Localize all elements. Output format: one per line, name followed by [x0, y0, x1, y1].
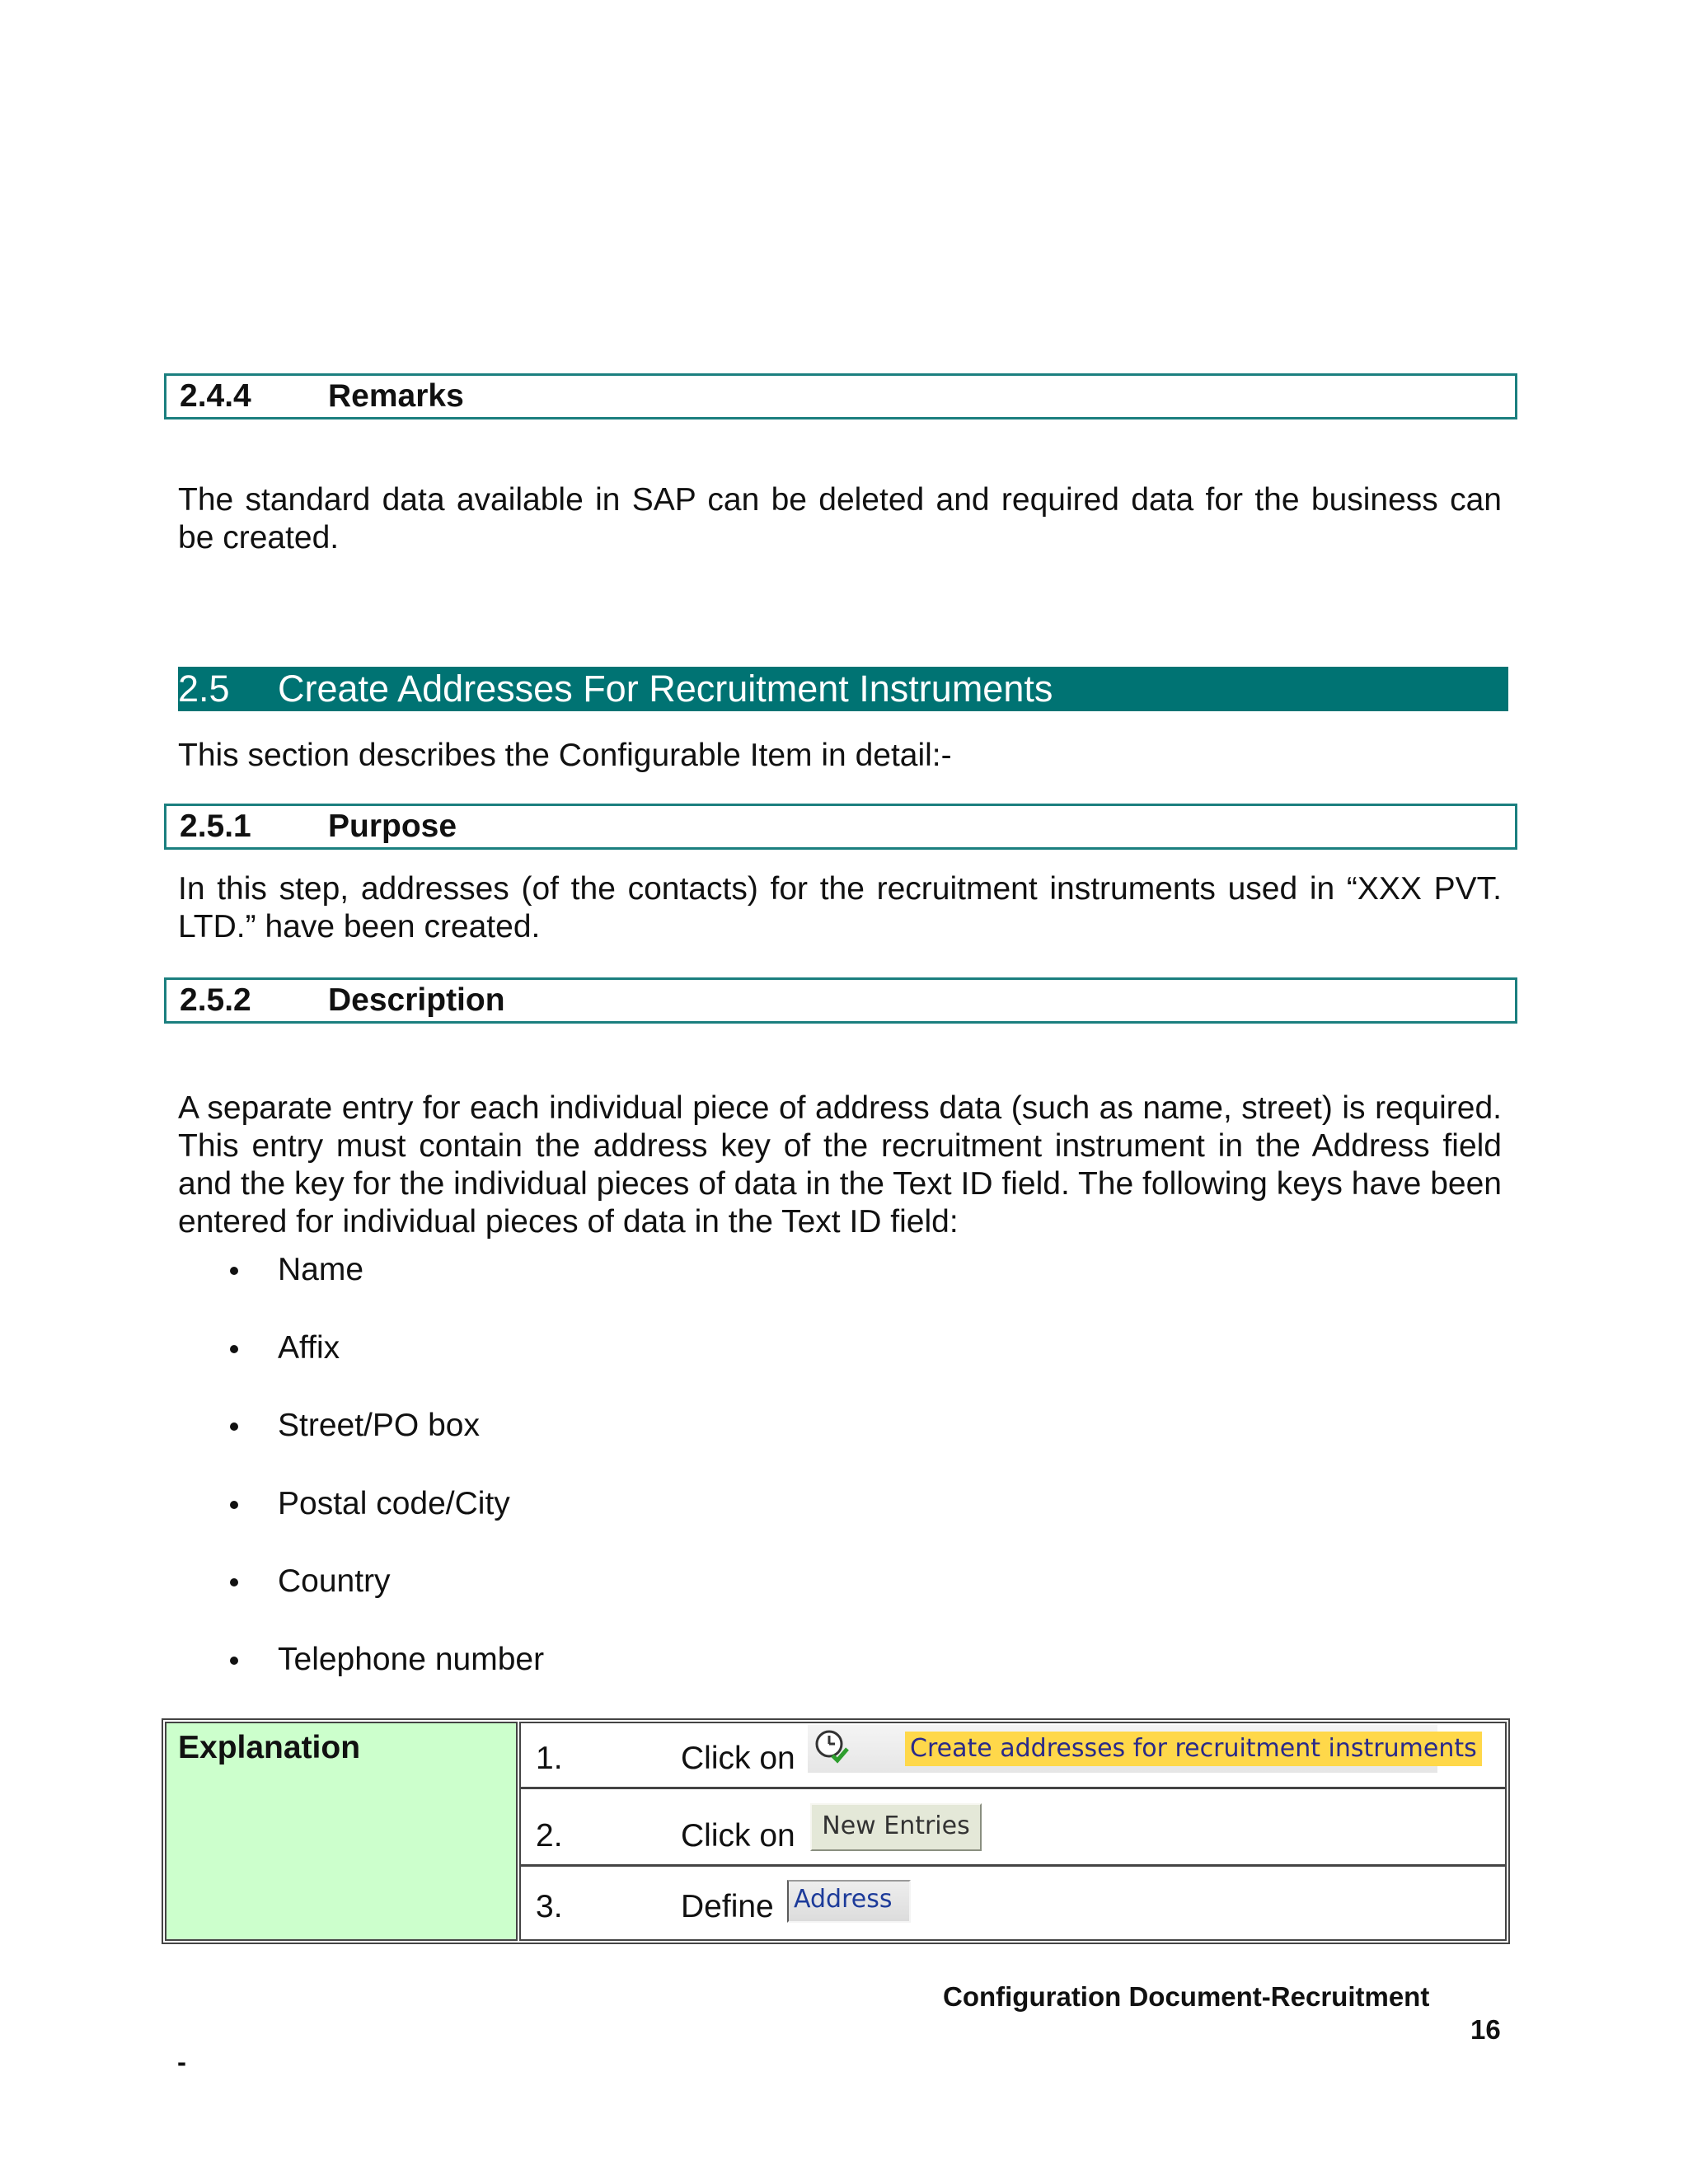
- create-addresses-label[interactable]: Create addresses for recruitment instruments: [905, 1732, 1482, 1766]
- row-divider: [519, 1864, 1507, 1867]
- explanation-label: Explanation: [178, 1730, 361, 1765]
- list-item: Country: [223, 1563, 544, 1641]
- description-heading: [164, 977, 1517, 1024]
- section-intro: This section describes the Configurable Item in detail:-: [178, 738, 952, 773]
- bullet-icon: [230, 1578, 238, 1586]
- list-item: Postal code/City: [223, 1485, 544, 1563]
- purpose-text: In this step, addresses (of the contacts) for the recruitment instruments used in “XXX PVT. LTD.” have been created.: [178, 871, 1502, 944]
- bullet-icon: [230, 1267, 238, 1275]
- purpose-title: Purpose: [328, 808, 457, 844]
- page-number: 16: [1470, 2014, 1501, 2045]
- bullet-icon: [230, 1657, 238, 1665]
- list-item: Affix: [223, 1329, 544, 1408]
- bullet-icon: [230, 1422, 238, 1431]
- bullet-icon: [230, 1345, 238, 1353]
- remarks-number: 2.4.4: [180, 378, 251, 414]
- remarks-title: Remarks: [328, 378, 464, 414]
- remarks-text: The standard data available in SAP can be deleted and required data for the business can be created.: [178, 482, 1502, 555]
- execute-clock-icon: [813, 1727, 851, 1765]
- bullet-icon: [230, 1501, 238, 1509]
- step-1-text: Click on: [681, 1741, 795, 1776]
- section-heading: [178, 667, 1508, 711]
- step-3-number: 3.: [536, 1889, 563, 1924]
- description-text: A separate entry for each individual piece of address data (such as name, street) is required. This entry must contain the address key of the recruitment instrument in the Address field and the key for the individual pieces of data in the Text ID field. The following keys have been entered for individual pieces of data in the Text ID field:: [178, 1090, 1502, 1240]
- footer-title: Configuration Document-Recruitment: [943, 1981, 1430, 2012]
- address-keys-list: [223, 1251, 544, 1718]
- address-field[interactable]: Address: [787, 1880, 911, 1923]
- description-number: 2.5.2: [180, 982, 251, 1018]
- footer-mark: -: [177, 2046, 186, 2077]
- step-2-text: Click on: [681, 1818, 795, 1854]
- section-title: Create Addresses For Recruitment Instruments: [278, 668, 1053, 710]
- new-entries-button[interactable]: New Entries: [810, 1803, 982, 1851]
- section-number: 2.5: [178, 668, 230, 710]
- row-divider: [519, 1787, 1507, 1789]
- description-title: Description: [328, 982, 505, 1018]
- step-2-number: 2.: [536, 1818, 563, 1854]
- purpose-number: 2.5.1: [180, 808, 251, 844]
- list-item: Telephone number: [223, 1641, 544, 1719]
- step-1-number: 1.: [536, 1741, 563, 1776]
- purpose-heading: [164, 804, 1517, 850]
- list-item: Name: [223, 1251, 544, 1329]
- list-item: Street/PO box: [223, 1407, 544, 1485]
- step-3-text: Define: [681, 1889, 774, 1924]
- remarks-heading: [164, 373, 1517, 419]
